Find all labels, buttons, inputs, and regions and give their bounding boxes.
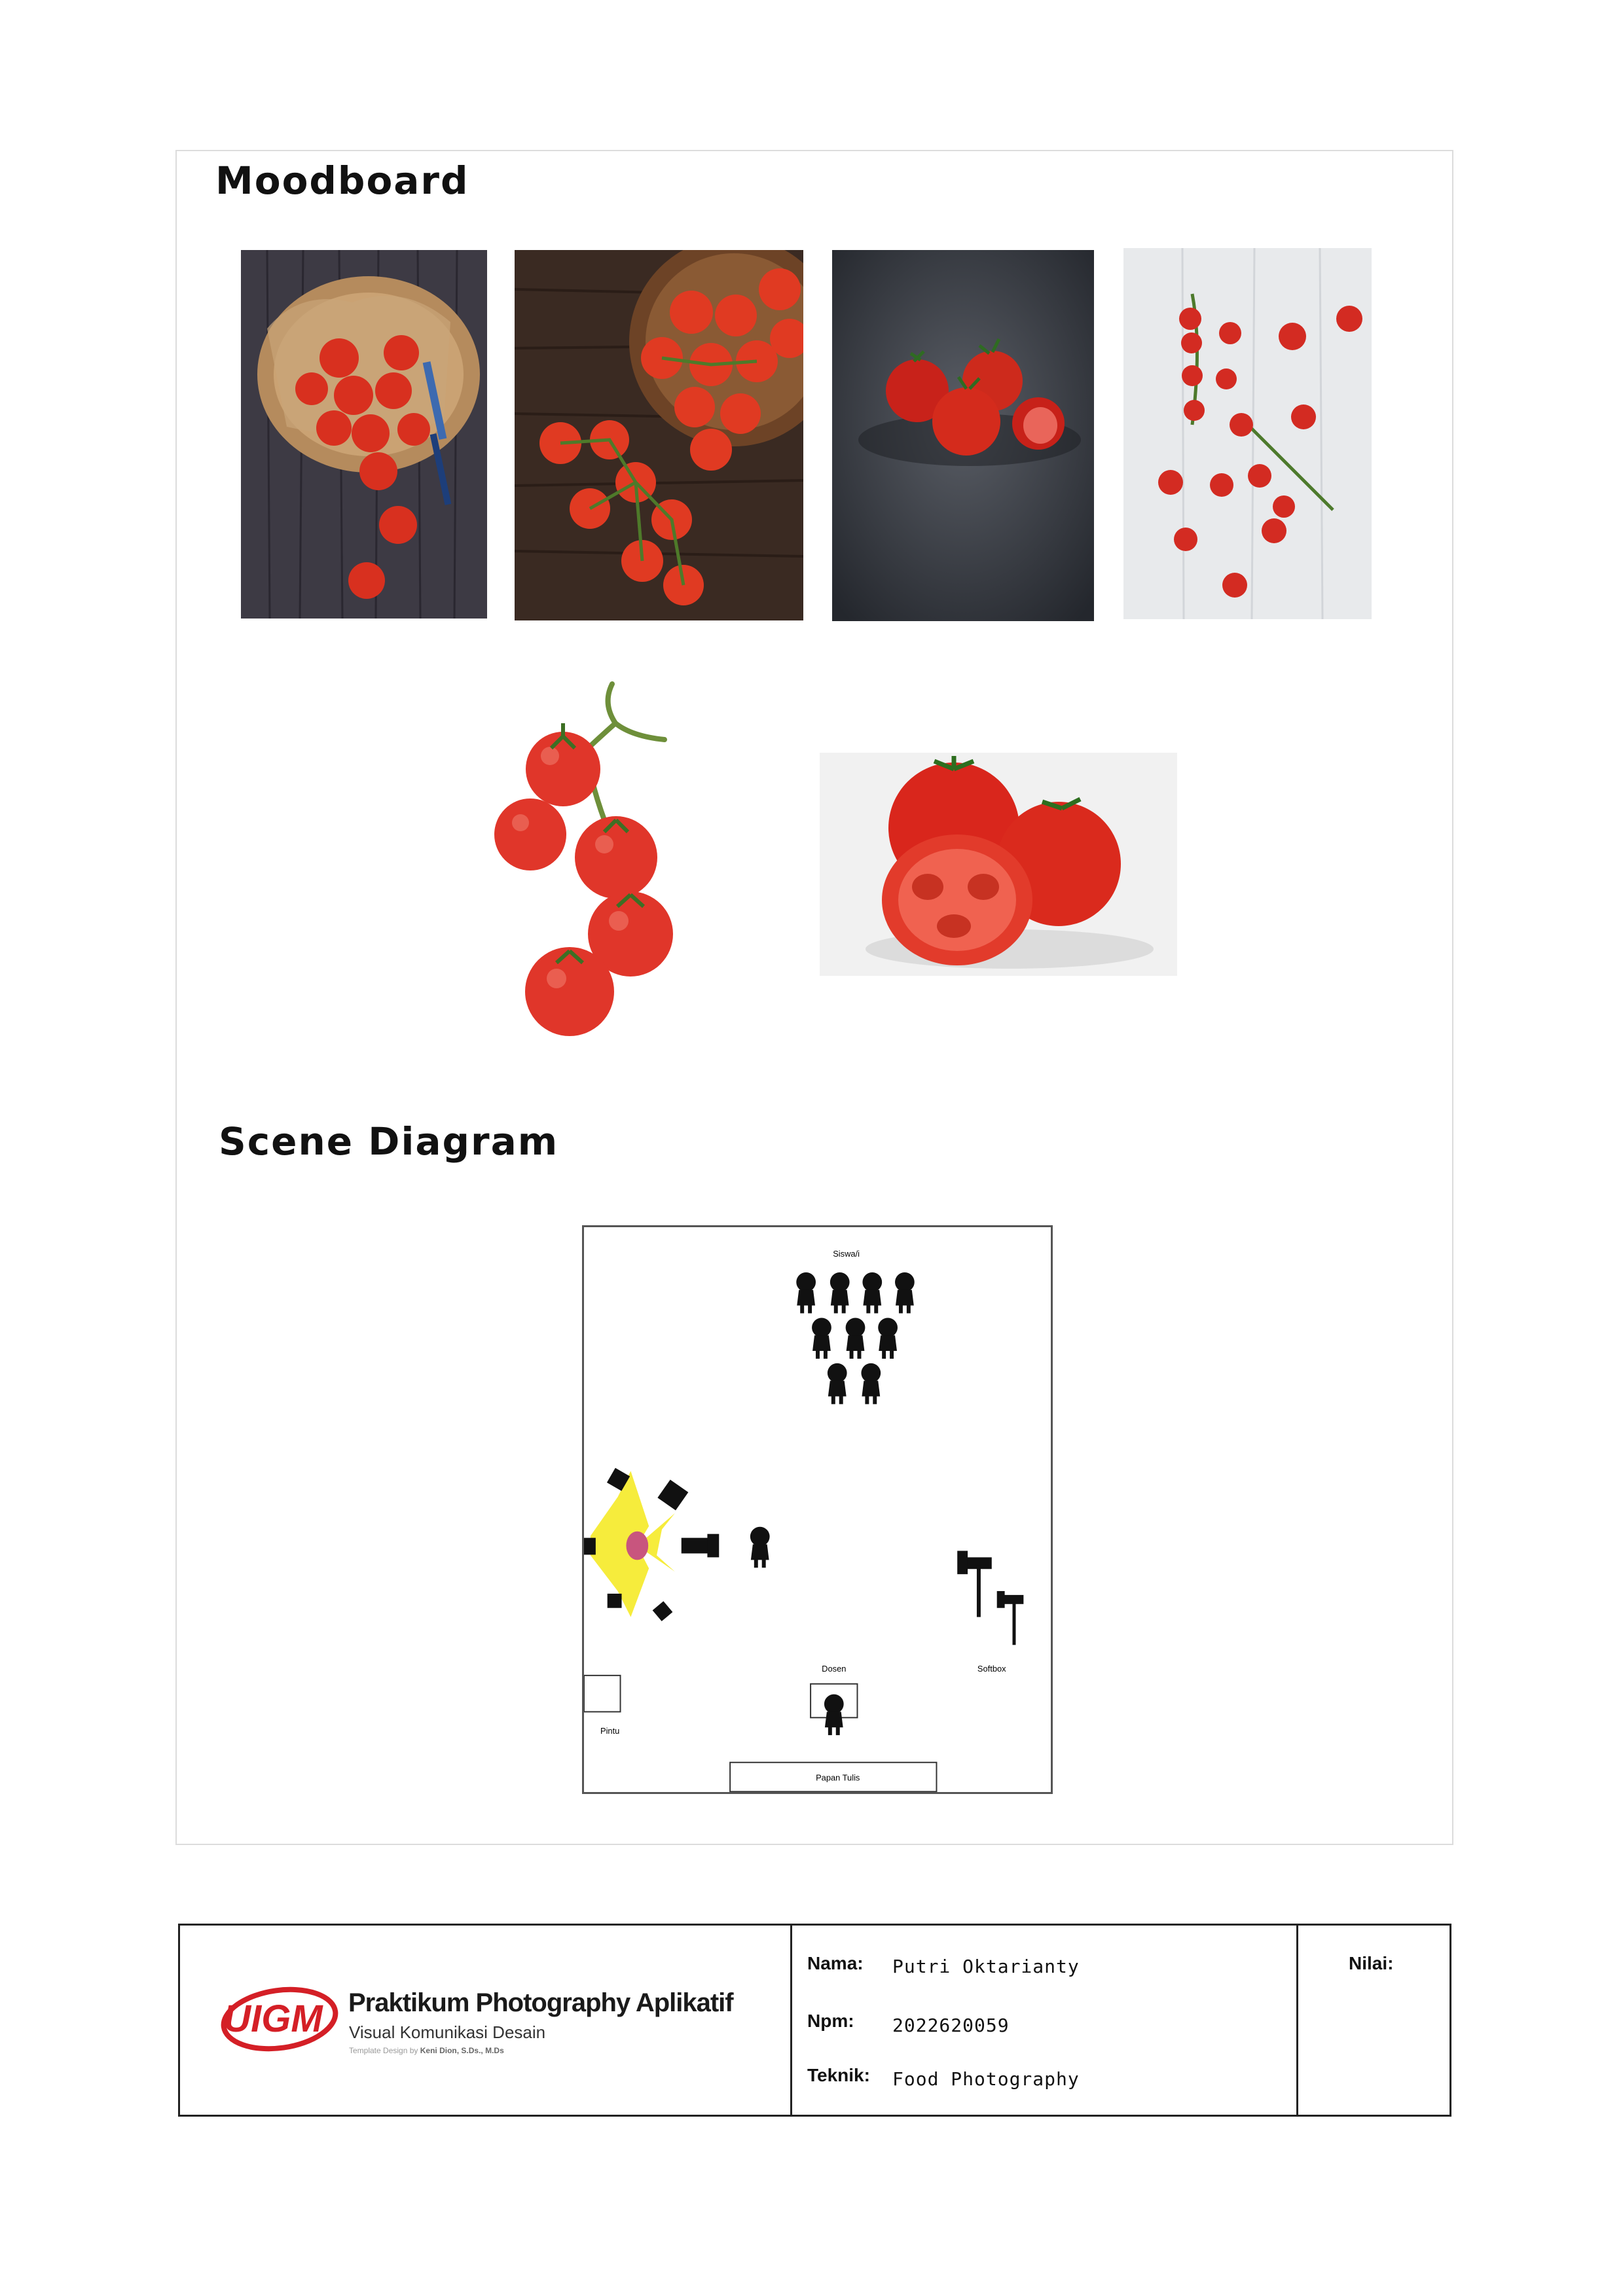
teknik-value: Food Photography — [892, 2068, 1080, 2090]
brand-subtitle: Visual Komunikasi Desain — [349, 2022, 546, 2042]
footer-info-box — [178, 1924, 1451, 2117]
npm-value: 2022620059 — [892, 2015, 1010, 2036]
students-group — [796, 1272, 914, 1404]
uigm-logo — [208, 1983, 338, 2055]
diagram-label-softbox: Softbox — [977, 1663, 1006, 1674]
lighting-setup — [584, 1468, 770, 1621]
logo-text: UIGM — [223, 1998, 323, 2040]
softbox-group — [957, 1551, 1023, 1645]
moodboard-photo-4 — [1123, 248, 1372, 619]
nama-label: Nama: — [807, 1953, 864, 1973]
diagram-label-students: Siswa/i — [833, 1249, 860, 1259]
brand-title: Praktikum Photography Aplikatif — [348, 1988, 733, 2017]
teknik-label: Teknik: — [807, 2065, 870, 2085]
diagram-label-board: Papan Tulis — [816, 1772, 860, 1783]
scene-diagram — [582, 1225, 1053, 1794]
nama-value: Putri Oktarianty — [892, 1956, 1080, 1977]
door — [584, 1676, 621, 1712]
moodboard-photo-5 — [488, 677, 684, 1050]
moodboard-photo-6 — [820, 753, 1177, 976]
diagram-label-lecturer: Dosen — [822, 1663, 847, 1674]
nilai-label: Nilai: — [1349, 1953, 1394, 1973]
moodboard-photo-2 — [515, 250, 803, 620]
moodboard-title: Moodboard — [215, 158, 469, 203]
footer-divider-2 — [1296, 1926, 1298, 2115]
diagram-label-door: Pintu — [600, 1726, 620, 1736]
footer-divider-1 — [790, 1926, 792, 2115]
moodboard-photo-1 — [241, 250, 487, 619]
brand-credit: Template Design by Keni Dion, S.Ds., M.Ds — [349, 2046, 504, 2055]
moodboard-photo-3 — [832, 250, 1094, 621]
scene-diagram-title: Scene Diagram — [219, 1119, 559, 1164]
npm-label: Npm: — [807, 2011, 854, 2031]
